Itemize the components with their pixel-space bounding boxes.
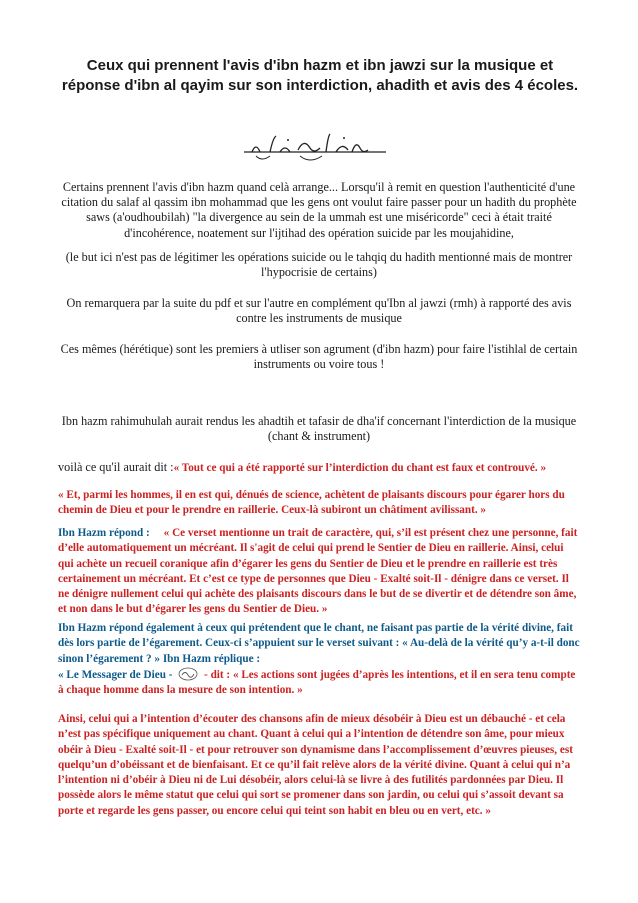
replies-text: Ibn Hazm répond également à ceux qui prétendent que le chant, ne faisant pas partie de la vérité divine, fait dès lors partie de l’égarement. Ceux-ci s’appuient sur le verset suivant : « Au-delà de la vérité qu’y a-t-il donc sinon l’égarement ? » Ibn Hazm réplique : xyxy=(58,622,580,665)
voila-quote: « Tout ce qui a été rapporté sur l’interdiction du chant est faux et controuvé. » xyxy=(173,462,547,474)
page-title: Ceux qui prennent l'avis d'ibn hazm et ibn jawzi sur la musique et réponse d'ibn al qayim sur son interdiction, ahadith et avis des 4 écoles. xyxy=(61,57,579,94)
response-text: « Ce verset mentionne un trait de caractère, qui, s’il est présent chez une personne, fait d’elle automatiquement un mécréant. Il s'agit de celui qui prend le Sentier de Dieu en raillerie. Ainsi, celui qui achète un recueil coranique afin d’égarer les gens du Sentier de Dieu et le prendre en raillerie est très certainement un mécréant. Et c’est ce type de personnes que Dieu - Exalté soit-Il - dénigre dans ce verset. Il ne dénigre nullement celui qui achète des plaisants discours dans le but de se divertir et de détendre son âme, et non dans le but d’égarer les gens du Sentier de Dieu. » xyxy=(58,527,578,616)
ibn-hazm-replies xyxy=(58,621,580,698)
ibn-hazm-intro: Ibn hazm rahimuhulah aurait rendus les ahadtih et tafasir de dha'if concernant l'interdiction de la musique (chant & instrument) xyxy=(61,414,577,444)
basmala-calligraphy xyxy=(240,128,390,164)
intro-paragraph-3: On remarquera par la suite du pdf et sur l'autre en complément qu'Ibn al jawzi (rmh) à rapporté des avis contre les instruments de musique xyxy=(66,296,572,326)
ibn-hazm-response xyxy=(58,526,580,618)
salawat-seal-icon xyxy=(178,667,198,681)
verse-quote: « Et, parmi les hommes, il en est qui, dénués de science, achètent de plaisants discours pour égarer hors du chemin de Dieu et pour le prendre en raillerie. Ceux-là subiront un châtiment avilissant. » xyxy=(58,489,565,517)
intro-paragraph-2: (le but ici n'est pas de légitimer les opérations suicide ou le tahqiq du hadith mentionné mais de montrer l'hypocrisie de certains) xyxy=(65,250,573,280)
intro-paragraph-1: Certains prennent l'avis d'ibn hazm quand celà arrange... Lorsqu'il à remit en question l'authenticité d'une citation du salaf al qassim ibn mohammad que les gens ont voulut faire passer pour un hadith du prophète saws (a'oudhoubilah) "la divergence au sein de la ummah est une miséricorde" ceci à était traité d'incohérence, noatement sur l'ijtihad des opération suicide par les moujahidine, xyxy=(61,180,577,240)
messenger-quote-start: « Le Messager de Dieu - xyxy=(58,668,173,681)
response-label: Ibn Hazm répond : xyxy=(58,527,150,539)
messenger-quote-rest: - dit : « Les actions sont jugées d’après les intentions, et il en sera tenu compte à chaque homme dans la mesure de son intention. » xyxy=(58,668,576,697)
voila-line xyxy=(58,460,580,476)
conclusion-paragraph: Ainsi, celui qui a l’intention d’écouter des chansons afin de mieux désobéir à Dieu est un débauché - et cela n’est pas spécifique uniquement au chant. Quant à celui qui a l’intention de détendre son âme, pour mieux obéir à Dieu - Exalté soit-Il - et pour retrouver son dynamisme dans l’accomplissement d’œuvres pieuses, est quelqu’un d’obéissant et de bienfaisant. Et ce qu’il fait relève alors de la vérité divine. Quant à celui qui n’a l’intention ni d’obéir à Dieu ni de Lui désobéir, alors celui-là se livre à des futilités pardonnées par Dieu. Il possède alors le même statut que celui qui sort se promener dans son jardin, ou celui qui s’assoit devant sa porte et regarde les gens passer, ou encore celui qui teint son habit en bleu ou en vert, etc. » xyxy=(58,713,573,817)
voila-prefix: voilà ce qu'il aurait dit : xyxy=(58,460,174,474)
intro-paragraph-4: Ces mêmes (hérétique) sont les premiers à utliser son agrument (d'ibn hazm) pour faire l'istihlal de certain instruments ou voire tous ! xyxy=(60,342,578,372)
